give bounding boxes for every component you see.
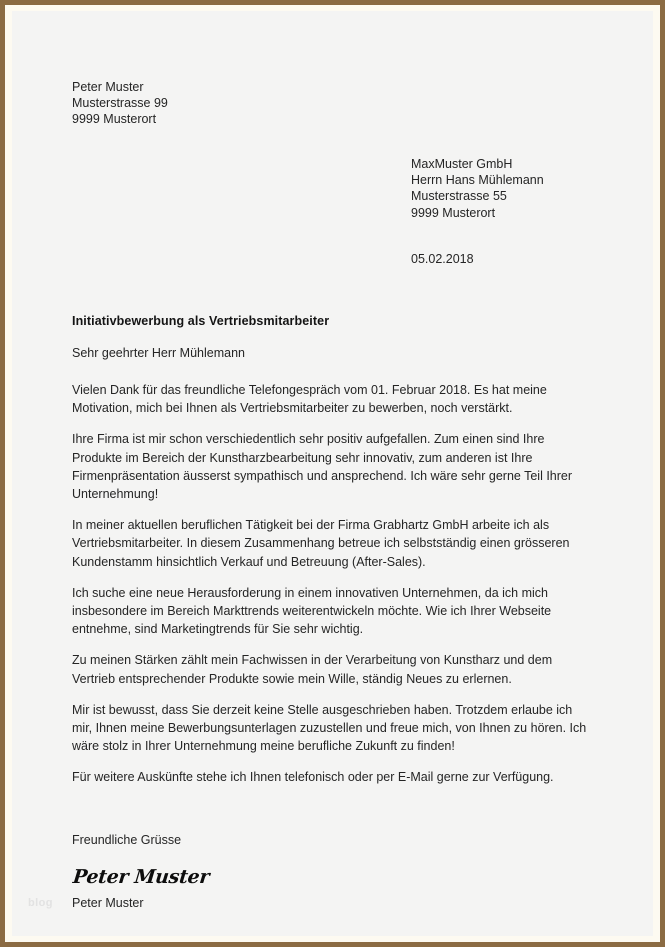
body-paragraph: Ich suche eine neue Herausforderung in einem innovativen Unternehmen, da ich mich insbesondere im Bereich Markttrends weiterentwickeln möchte. Wie ich Ihrer Webseite entnehme, sind Marketingtrends für Sie sehr wichtig.	[72, 585, 552, 637]
sender-address-block	[72, 79, 168, 128]
salutation-line: Sehr geehrter Herr Mühlemann	[72, 346, 245, 360]
sender-street: Musterstrasse 99	[72, 96, 168, 111]
body-paragraph: In meiner aktuellen beruflichen Tätigkeit bei der Firma Grabhartz GmbH arbeite ich als Vertriebsmitarbeiter. In diesem Zusammenhang betreue ich selbstständig einen grösseren Kundenstamm hinsichtlich Verkauf und Betreuung (After-Sales).	[72, 518, 570, 569]
subject-line: Initiativbewerbung als Vertriebsmitarbeiter	[72, 314, 330, 328]
letter-content	[12, 11, 653, 936]
body-paragraph: Zu meinen Stärken zählt mein Fachwissen in der Verarbeitung von Kunstharz und dem Vertrieb entsprechender Produkte sowie mein Wille, ständig Neues zu erlernen.	[72, 653, 553, 686]
signature-printed-name: Peter Muster	[72, 896, 144, 910]
sender-city: 9999 Musterort	[72, 112, 157, 127]
body-paragraph: Vielen Dank für das freundliche Telefongespräch vom 01. Februar 2018. Es hat meine Motivation, mich bei Ihnen als Vertriebsmitarbeiter zu bewerben, noch verstärkt.	[72, 383, 547, 416]
recipient-company: MaxMuster GmbH	[411, 157, 513, 171]
body-paragraph: Ihre Firma ist mir schon verschiedentlich sehr positiv aufgefallen. Zum einen sind Ihre Produkte im Bereich der Kunstharzbearbeitung sehr innovativ, zum anderen ist Ihre Firmenpräsentation äusserst sympathisch und ansprechend. Ich wäre sehr gerne Teil Ihrer Unternehmung!	[72, 432, 573, 502]
paper-sheet	[12, 11, 653, 936]
closing-line: Freundliche Grüsse	[72, 833, 182, 847]
sender-name: Peter Muster	[72, 80, 144, 94]
letter-body	[72, 381, 588, 800]
recipient-street: Musterstrasse 55	[411, 189, 507, 204]
handwritten-signature: Peter Muster	[71, 866, 211, 888]
body-paragraph: Für weitere Auskünfte stehe ich Ihnen telefonisch oder per E-Mail gerne zur Verfügung.	[72, 770, 554, 785]
recipient-address-block	[411, 156, 544, 221]
recipient-city: 9999 Musterort	[411, 205, 496, 220]
letter-date: 05.02.2018	[411, 252, 474, 266]
recipient-attention: Herrn Hans Mühlemann	[411, 173, 544, 188]
body-paragraph: Mir ist bewusst, dass Sie derzeit keine Stelle ausgeschrieben haben. Trotzdem erlaube ich mir, Ihnen meine Bewerbungsunterlagen zuzustellen und freue mich, von Ihnen zu hören. Ich wäre stolz in Ihrer Unternehmung meine berufliche Zukunft zu finden!	[72, 702, 587, 754]
watermark-text: blog	[28, 897, 53, 909]
